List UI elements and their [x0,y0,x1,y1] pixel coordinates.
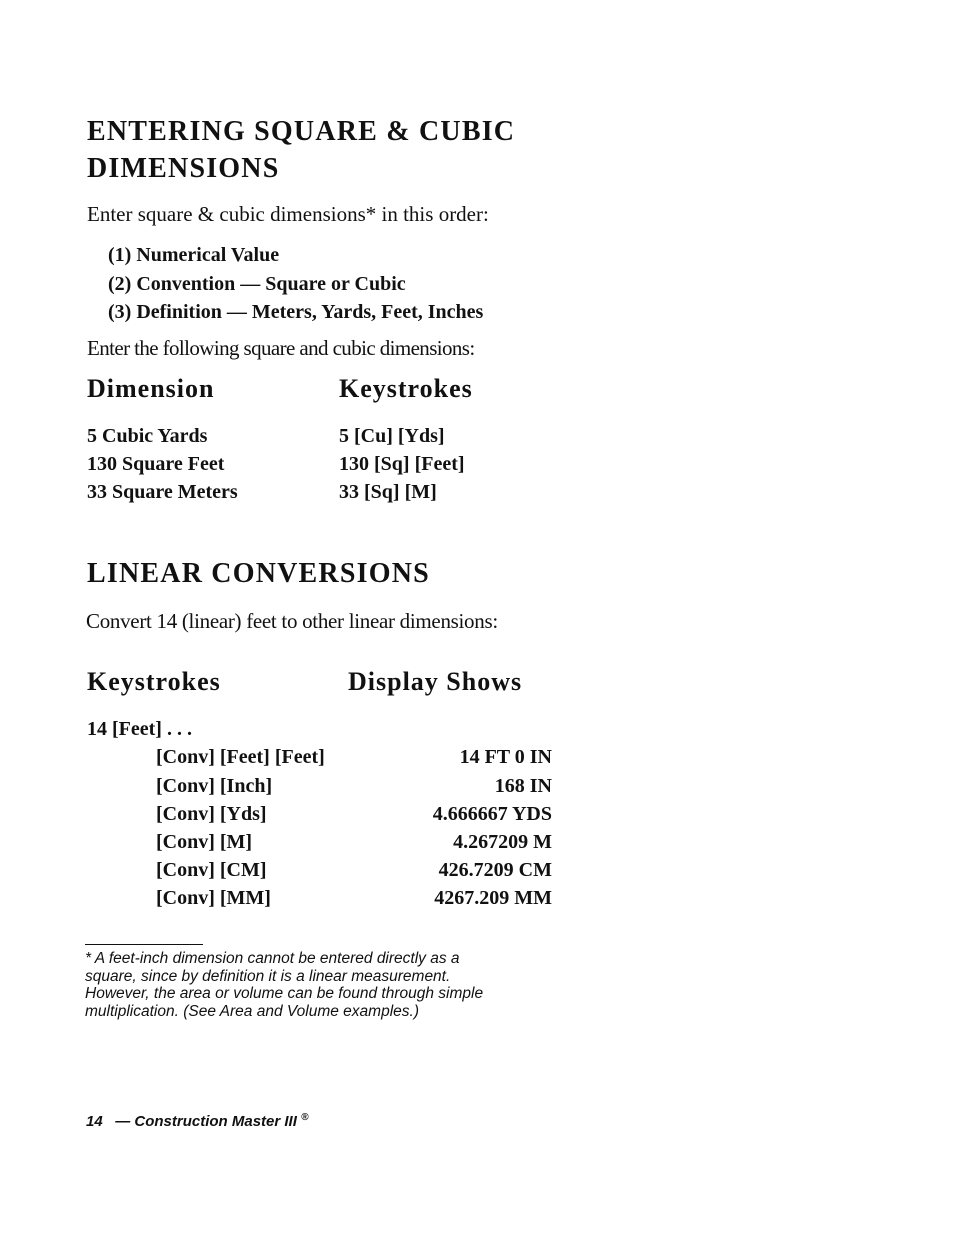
dimension-row-3: 33 Square Meters [87,481,238,503]
column-header-keystrokes: Keystrokes [339,374,473,403]
conversion-display-5: 426.7209 CM [438,859,552,881]
section-title-square-cubic [87,113,515,187]
column-header-dimension: Dimension [87,374,215,403]
column-header-display-shows: Display Shows [348,667,523,696]
footnote-line-1: * A feet-inch dimension cannot be entered directly as a [85,950,460,967]
conversion-keys-5: [Conv] [CM] [156,859,267,881]
intro-text: Enter square & cubic dimensions* in this order: [87,202,489,226]
footnote-line-4: multiplication. (See Area and Volume examples.) [85,1002,419,1020]
conversion-display-1: 14 FT 0 IN [459,746,552,768]
registered-mark: ® [301,1112,309,1123]
footnote-line-3: However, the area or volume can be found through simple [85,985,484,1002]
conversion-keys-3: [Conv] [Yds] [156,803,267,825]
column-header-keystrokes-2: Keystrokes [87,667,221,696]
conversion-keys-2: [Conv] [Inch] [156,775,273,797]
conversion-keys-6: [Conv] [MM] [156,887,271,909]
dimension-row-2: 130 Square Feet [87,453,225,475]
section-title-line-1: ENTERING SQUARE & CUBIC [87,116,516,147]
step-3: (3) Definition — Meters, Yards, Feet, Inches [108,301,484,323]
conversion-display-3: 4.666667 YDS [432,803,552,825]
conversion-display-2: 168 IN [494,775,552,797]
step-1: (1) Numerical Value [108,244,280,266]
keystroke-row-1: 5 [Cu] [Yds] [339,425,445,447]
conversion-display-6: 4267.209 MM [434,887,552,909]
footer-title: — Construction Master III [115,1113,297,1130]
section-title-line-2: DIMENSIONS [87,153,280,184]
conversion-display-4: 4.267209 M [453,831,552,853]
page-number: 14 [86,1113,103,1130]
page-footer [86,1112,308,1130]
keystroke-row-2: 130 [Sq] [Feet] [339,453,465,475]
footnote-line-2: square, since by definition it is a linear measurement. [85,967,451,985]
footnote-divider [85,944,203,945]
conversion-intro-text: Convert 14 (linear) feet to other linear dimensions: [86,609,498,633]
lead-text: Enter the following square and cubic dimensions: [87,336,475,360]
start-keystroke: 14 [Feet] . . . [87,718,192,740]
dimension-row-1: 5 Cubic Yards [87,425,208,447]
step-2: (2) Convention — Square or Cubic [108,273,406,295]
keystroke-row-3: 33 [Sq] [M] [339,481,437,503]
footnote [85,950,483,1020]
conversion-keys-4: [Conv] [M] [156,831,253,853]
section-title-linear-conversions: LINEAR CONVERSIONS [87,558,430,589]
conversion-keys-1: [Conv] [Feet] [Feet] [156,746,325,768]
